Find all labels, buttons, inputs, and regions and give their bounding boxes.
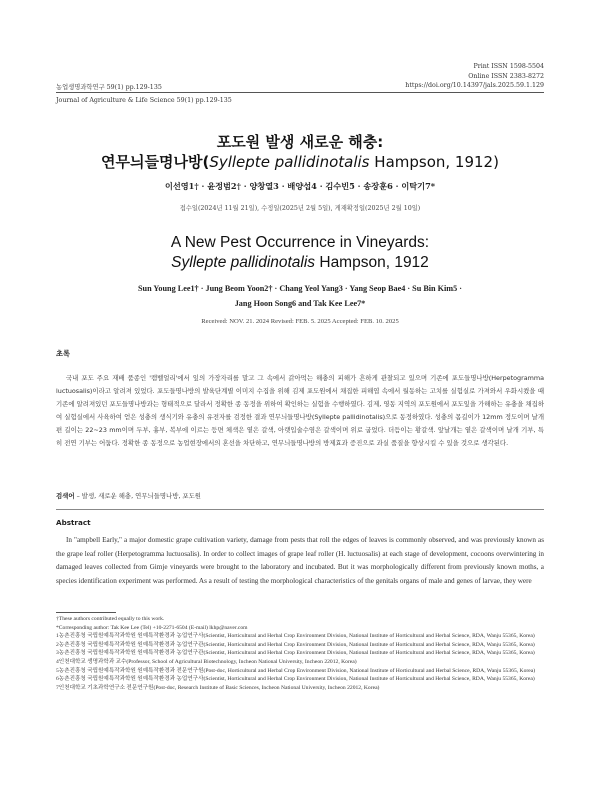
english-title-species: Syllepte pallidinotalis (171, 254, 316, 271)
english-title-suffix: Hampson, 1912 (315, 254, 429, 271)
korean-abstract-heading: 초록 (56, 349, 70, 358)
footnotes (56, 615, 544, 692)
korean-abstract-text: 국내 포도 주요 재배 품종인 '캠벨얼리'에서 잎의 가장자리를 말고 그 속에서 갉아먹는 해충의 피해가 흔하게 관찰되고 있으며 기존에 포도들명나방(Herpetogramma luctuosalis)이라고 알려져 있었다. 포도들명나방의 발육단계별 이미지 수집을 위해 김제 포도원에서 채집한 피해엽 속에서 월동하는 고치를 실험실로 가져와서 우화시켰을 때 기존에 알려져있던 포도들명나방과는 형태적으로 달라서 정확한 종 동정을 위하여 확인하는 실험을 수행하였다. 김제, 영동 지역의 포도원에서 포도잎을 가해하는 유충을 채집하여 실험실에서 사육하여 얻은 성충의 생식기와 유충의 유전자를 검정한 결과 연무늬들명나방(Syllepte pallidinotalis)으로 동정하였다. 성충의 몸길이가 12mm 정도이며 날개 편 길이는 22∼23 mm이며 두부, 흉부, 복부에 이르는 등면 체색은 옅은 갈색, 아랫입술수염은 갈색이며 위로 굽었다. 더듬이는 황갈색. 앞날개는 옅은 갈색이며 날개 기부, 특히 전연 기부는 어둡다. 정확한 종 동정으로 농업현장에서의 혼선을 차단하고, 연무늬들명나방의 방제효과 증진으로 과실 품질을 향상시킬 수 있을 것으로 생각된다. (56, 374, 544, 447)
korean-abstract (56, 372, 544, 450)
korean-title-prefix: 연무늬들명나방( (101, 153, 210, 171)
footnote-rule (56, 612, 116, 613)
english-dates: Received: NOV. 21. 2024 Revised: FEB. 5. 2025 Accepted: FEB. 10. 2025 (201, 318, 399, 325)
footnote-affiliation-7: 7인천대학교 기초과학연구소 전문연구원(Post-doc, Research Institute of Basic Sciences, Incheon National University, Incheon 22012, Korea) (56, 684, 380, 691)
korean-dates: 접수일(2024년 11월 21일), 수정일(2025년 2월 5일), 게재확정일(2025년 2월 10일) (179, 205, 421, 212)
header-rule (56, 92, 544, 93)
keywords-label: 검색어 (56, 492, 75, 500)
footnote-affiliation-6: 6농촌진흥청 국립원예특작과학원 원예특작환경과 농업연구사(Scientist, Horticultural and Herbal Crop Environment Division, National Institute of Horticultural and Herbal Science, RDA, Wanju 55365, Korea) (56, 676, 535, 683)
korean-title-species: Syllepte pallidinotalis (209, 153, 370, 171)
issn-block (468, 62, 544, 82)
doi-link[interactable]: https://doi.org/10.14397/jals.2025.59.1.129 (405, 82, 544, 89)
print-issn: Print ISSN 1598-5504 (473, 63, 544, 70)
korean-title-line2 (56, 152, 544, 172)
english-authors-line2: Jang Hoon Song6 and Tak Kee Lee7* (234, 299, 366, 308)
journal-name: Journal of Agriculture & Life Science 59(1) pp.129-135 (56, 97, 232, 104)
footnote-affiliation-4: 4인천대학교 생명과학과 교수(Professor, School of Agricultural Biotechnology, Incheon National University, Incheon 22012, Korea) (56, 658, 357, 665)
footnote-affiliation-1: 1농촌진흥청 국립원예특작과학원 원예특작환경과 농업연구사(Scientist, Horticultural and Herbal Crop Environment Division, National Institute of Horticultural and Herbal Science, RDA, Wanju 55365, Korea) (56, 633, 535, 640)
english-title-line2 (56, 253, 544, 273)
english-authors-line1: Sun Young Lee1† · Jung Beom Yoon2† · Chang Yeol Yang3 · Yang Seop Bae4 · Su Bin Kim5 · (137, 284, 462, 293)
footnote-affiliation-3: 3농촌진흥청 국립원예특작과학원 원예특작환경과 농업연구관(Scientist, Horticultural and Herbal Crop Environment Division, National Institute of Horticultural and Herbal Science, RDA, Wanju 55365, Korea) (56, 650, 535, 657)
korean-title-line1: 포도원 발생 새로운 해충: (216, 133, 384, 151)
english-authors (56, 281, 544, 311)
keywords-text: – 발생, 새로운 해충, 연무늬들명나방, 포도원 (74, 492, 201, 500)
english-abstract-text: In "ampbell Early," a major domestic grape cultivation variety, damage from pests that roll the edges of leaves is commonly observed, and was previously known as the grape leaf roller (Herpetogramma luctuosalis). In order to collect images of grape leaf roller (H. luctuosalis) at each stage of development, cocoons overwintering in damaged leaves collected from Gimje vineyards were brought to the laboratory and incubated. But it was morphologically different from previously known moths, a species identification experiment was performed. As a result of testing the morphological characteristics of the genitals organs of male and genes of larvae, they were (56, 536, 544, 585)
korean-title-suffix: Hampson, 1912) (369, 153, 499, 171)
running-header-korean: 농업생명과학연구 59(1) pp.129-135 (56, 84, 162, 91)
english-title-line1: A New Pest Occurrence in Vineyards: (170, 234, 430, 251)
english-abstract-heading: Abstract (56, 518, 91, 527)
section-divider (56, 509, 544, 510)
korean-authors: 이선영1† · 윤정범2† · 양창열3 · 배양섭4 · 김수빈5 · 송장훈6 · 이탁기7* (164, 181, 436, 191)
online-issn: Online ISSN 2383-8272 (468, 73, 544, 80)
english-abstract (56, 534, 544, 588)
footnote-equal-contribution: †These authors contributed equally to this work. (56, 616, 165, 622)
footnote-affiliation-2: 2농촌진흥청 국립원예특작과학원 원예특작환경과 농업연구관(Scientist, Horticultural and Herbal Crop Environment Division, National Institute of Horticultural and Herbal Science, RDA, Wanju 55365, Korea) (56, 641, 535, 648)
footnote-affiliation-5: 5농촌진흥청 국립원예특작과학원 원예특작환경과 전문연구원(Post-doc, Horticultural and Herbal Crop Environment Division, National Institute of Horticultural and Herbal Science, RDA, Wanju 55365, Korea) (56, 667, 536, 674)
footnote-corresponding-author: *Corresponding author: Tak Kee Lee (Tel) +10-2271-6504 (E-mail) lkhp@naver.com (56, 624, 248, 631)
keywords (56, 491, 544, 500)
